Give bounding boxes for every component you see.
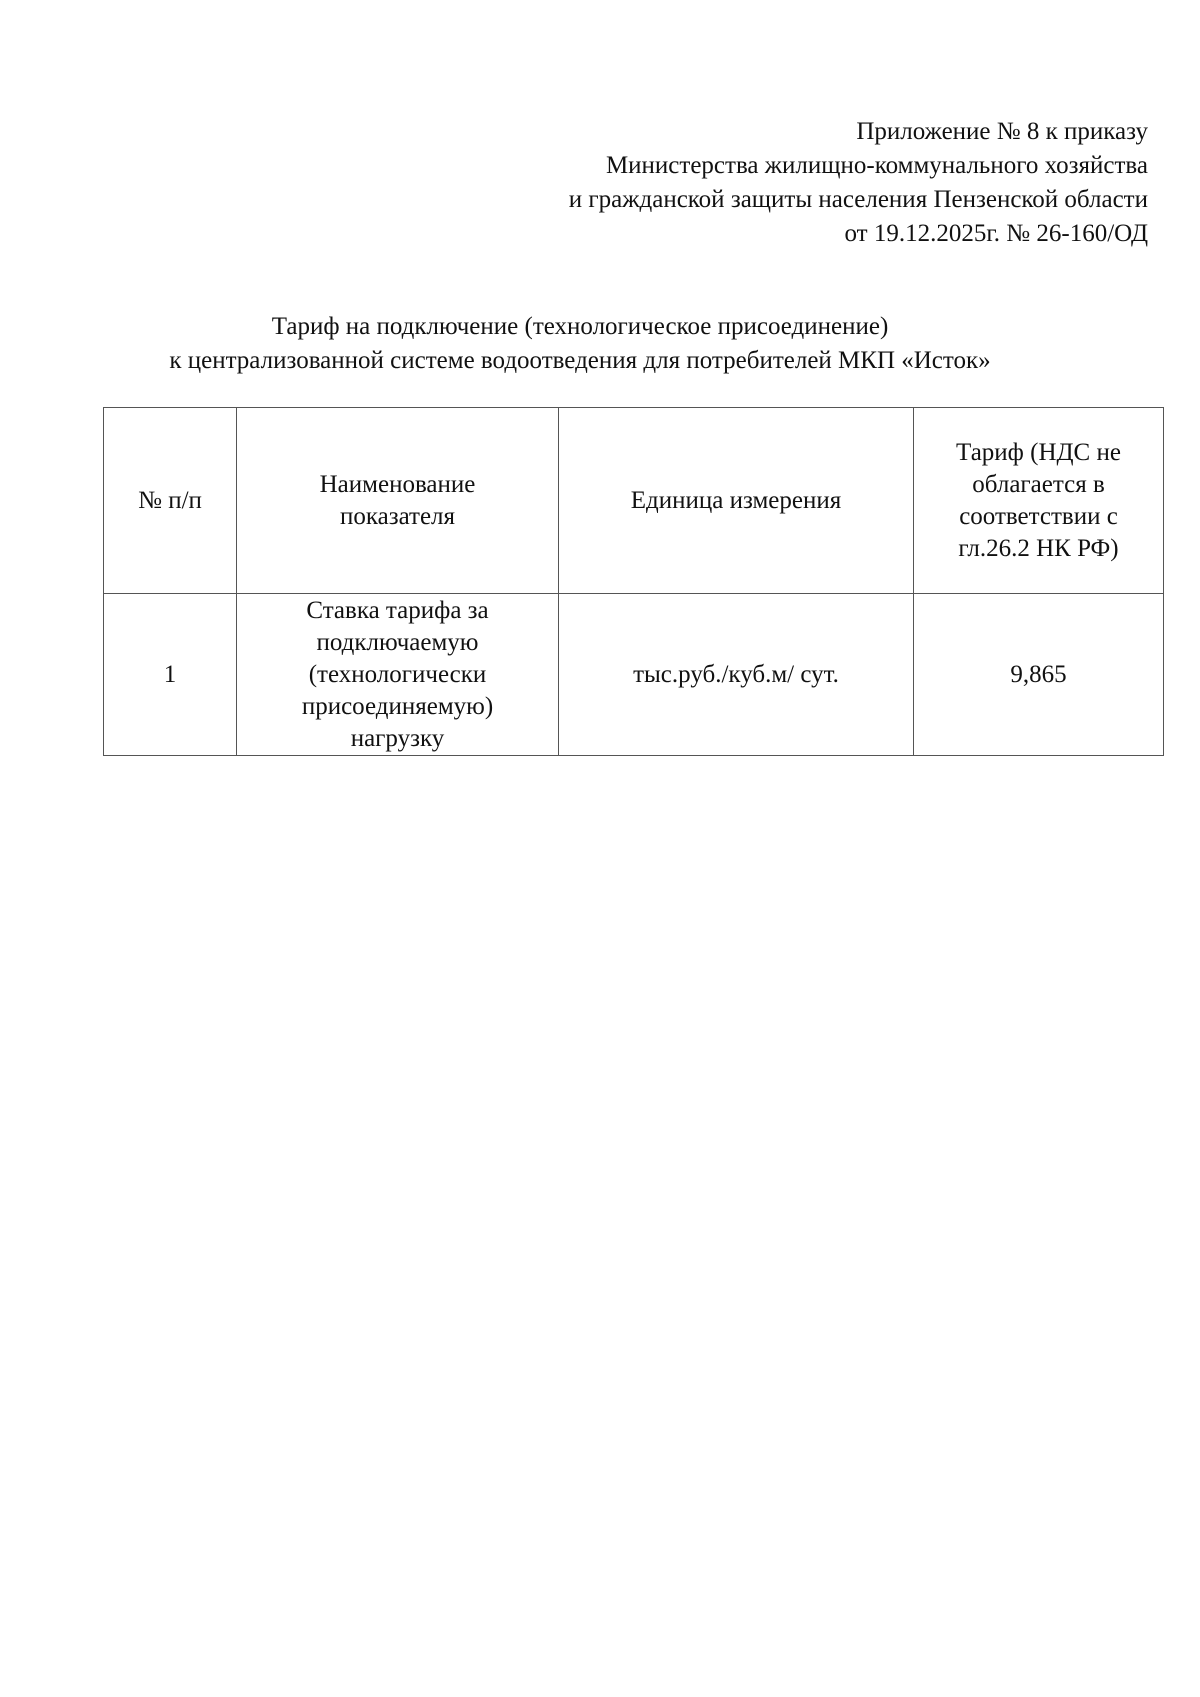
cell-tariff-value: 9,865 <box>914 594 1164 756</box>
cell-number: 1 <box>104 594 237 756</box>
title-line: Тариф на подключение (технологическое присоединение) <box>271 313 889 340</box>
appendix-reference <box>569 115 1148 251</box>
tariff-table <box>103 407 1164 756</box>
header-indicator-name: Наименование показателя <box>237 408 559 594</box>
title-line: к централизованной системе водоотведения для потребителей МКП «Исток» <box>169 347 991 374</box>
cell-unit: тыс.руб./куб.м/ сут. <box>559 594 914 756</box>
table-header-row <box>104 408 1164 594</box>
appendix-line: и гражданской защиты населения Пензенской области <box>568 186 1148 213</box>
document-title <box>0 310 1160 378</box>
appendix-line: Министерства жилищно-коммунального хозяйства <box>605 152 1148 179</box>
table-row <box>104 594 1164 756</box>
header-tariff: Тариф (НДС не облагается в соответствии с гл.26.2 НК РФ) <box>914 408 1164 594</box>
header-unit: Единица измерения <box>559 408 914 594</box>
cell-indicator-name: Ставка тарифа за подключаемую (технологически присоединяемую) нагрузку <box>237 594 559 756</box>
appendix-line: от 19.12.2025г. № 26-160/ОД <box>844 220 1148 247</box>
appendix-line: Приложение № 8 к приказу <box>856 118 1148 145</box>
header-number: № п/п <box>104 408 237 594</box>
